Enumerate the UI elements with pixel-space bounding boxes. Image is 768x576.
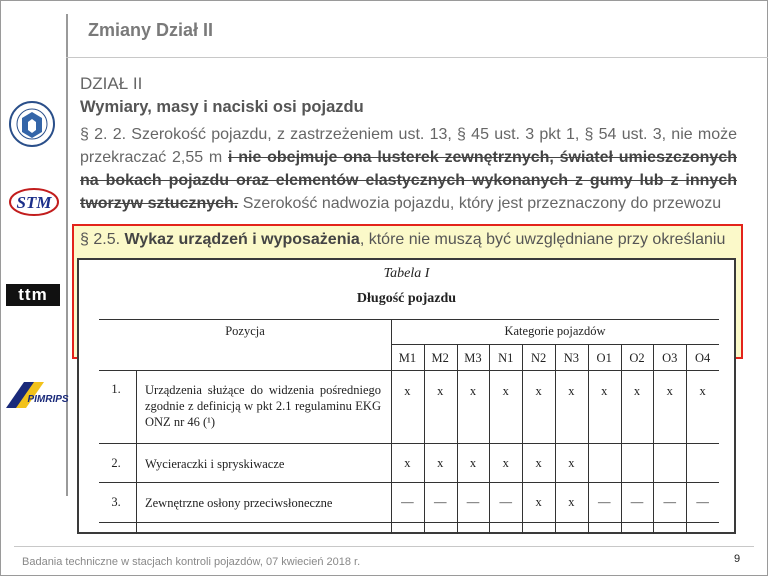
category-mark: — [630, 495, 644, 509]
page-number: 9 [734, 553, 741, 565]
category-header: M1 [398, 351, 417, 365]
paragraph-struck-text: i nie obejmuje ona lusterek zewnętrznych, świateł umieszczonych na bokach pojazdu oraz elementów elastycznych wykonanych z gumy lub z innych tworzyw sztucznych. [80, 149, 737, 212]
category-header: O2 [629, 351, 645, 365]
section-heading: DZIAŁ II [80, 74, 143, 93]
vertical-divider [66, 14, 68, 496]
category-header: M3 [464, 351, 482, 365]
table-line [99, 443, 719, 444]
category-header: N3 [563, 351, 580, 365]
paragraph-text-2: Szerokość nadwozia pojazdu, który jest przeznaczony do przewozu [238, 195, 722, 212]
table-line [99, 319, 719, 320]
footer-text: Badania techniczne w stacjach kontroli pojazdów, 07 kwiecień 2018 r. [22, 556, 361, 568]
category-mark: x [568, 495, 575, 509]
regulation-paragraph [80, 123, 737, 215]
category-mark: x [601, 384, 608, 398]
highlight-bold: Wykaz urządzeń i wyposażenia [124, 231, 360, 248]
highlight-prefix: § 2.5. [80, 231, 125, 248]
category-mark: — [433, 495, 447, 509]
category-mark: — [663, 495, 677, 509]
table-line [99, 522, 719, 523]
row-description: Wycieraczki i spryskiwacze [145, 457, 285, 471]
row-number: 3. [111, 495, 121, 509]
category-mark: x [699, 384, 706, 398]
category-mark: — [466, 495, 480, 509]
category-mark: x [568, 456, 575, 470]
slide-title: Zmiany Dział II [88, 20, 214, 40]
table-line [99, 370, 719, 371]
vehicle-length-table [77, 258, 736, 534]
category-mark: x [502, 456, 509, 470]
stm-logo-text: STM [16, 193, 52, 212]
category-mark: x [469, 384, 477, 398]
pimrips-logo-text: PIMRIPS [27, 394, 69, 405]
category-mark: x [437, 456, 444, 470]
title-underline [66, 57, 768, 58]
category-mark: — [597, 495, 611, 509]
table-line [99, 482, 719, 483]
row-description: Urządzenia służące do widzenia pośredniego zgodnie z definicją w pkt 2.1 regulaminu EKG ONZ nr 46 (¹) [145, 383, 381, 429]
stm-logo [8, 185, 60, 219]
category-header: O4 [694, 351, 711, 365]
category-header: M2 [431, 351, 449, 365]
category-header: N1 [498, 351, 514, 365]
category-header: N2 [530, 351, 547, 365]
category-mark: x [535, 384, 542, 398]
category-mark: x [404, 384, 411, 398]
category-header: O1 [596, 351, 612, 365]
category-mark: x [535, 456, 542, 470]
category-mark: x [437, 384, 444, 398]
category-mark: x [568, 384, 575, 398]
footer-divider [14, 546, 754, 547]
category-mark: x [633, 384, 641, 398]
category-mark: x [404, 456, 411, 470]
category-mark: x [502, 384, 509, 398]
paragraph-text-1: § 2. 2. Szerokość pojazdu, z zastrzeżeniem ust. 13, § 45 ust. 3 pkt 1, § 54 ust. 3, nie może przekraczać 2,55 m [80, 126, 737, 166]
category-mark: x [469, 456, 477, 470]
row-number: 1. [111, 382, 121, 396]
category-header: O3 [662, 351, 678, 365]
row-description: Zewnętrzne osłony przeciwsłoneczne [145, 496, 333, 510]
university-seal-logo [8, 100, 56, 148]
highlight-rest: , które nie muszą być uwzględniane przy określaniu [359, 231, 726, 248]
row-number: 2. [111, 456, 121, 470]
section-subtitle: Wymiary, masy i naciski osi pojazdu [80, 98, 364, 116]
category-mark: — [401, 495, 414, 509]
table-caption: Tabela I [383, 266, 430, 281]
table-line [136, 370, 137, 534]
category-mark: x [666, 384, 673, 398]
pimrips-logo [4, 378, 69, 412]
highlight-text [80, 231, 737, 249]
category-mark: — [499, 495, 513, 509]
column-header-position: Pozycja [225, 324, 265, 338]
category-mark: x [535, 495, 542, 509]
category-mark: — [696, 495, 709, 509]
column-header-categories: Kategorie pojazdów [504, 324, 606, 338]
table-heading: Długość pojazdu [356, 291, 457, 306]
ttm-logo: ttm [6, 284, 60, 306]
